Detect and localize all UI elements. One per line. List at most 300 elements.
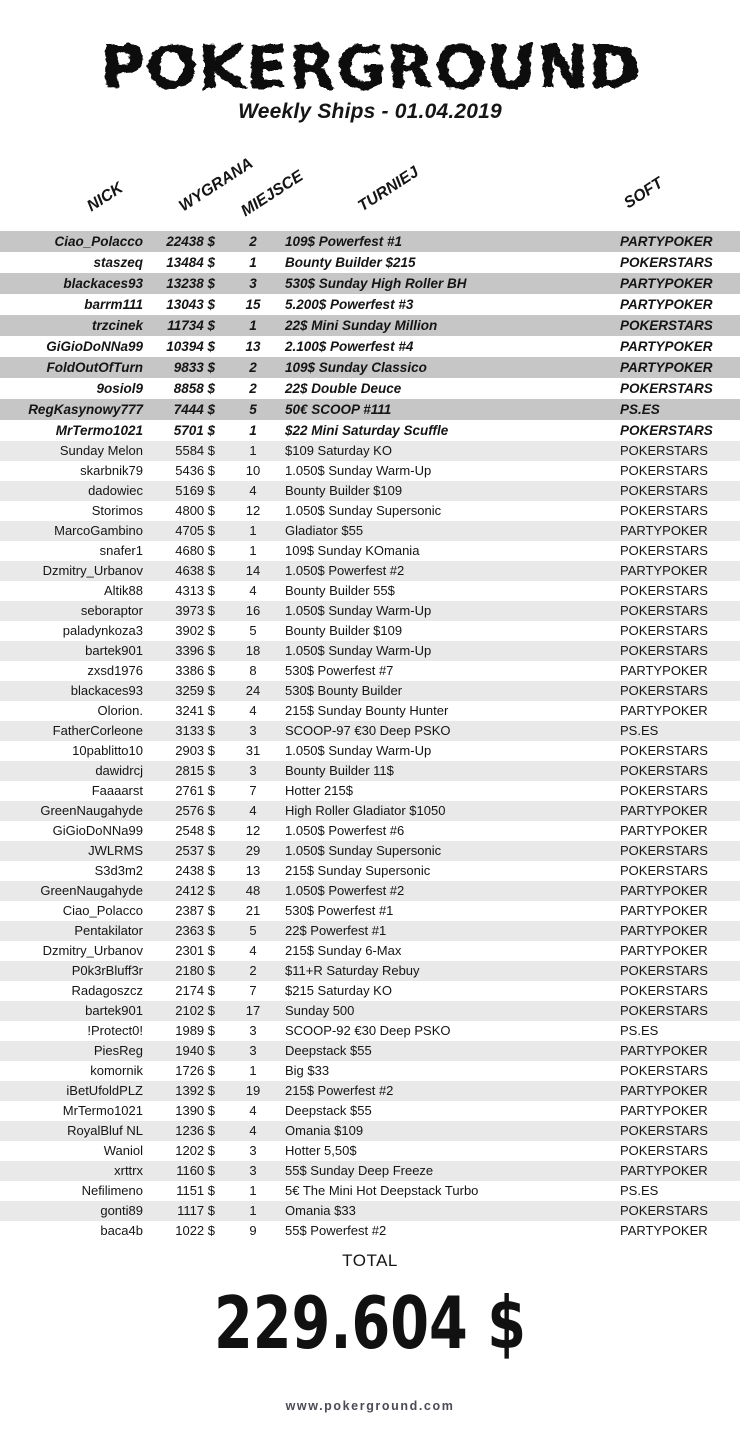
- cell-turniej: $109 Saturday KO: [285, 443, 392, 458]
- cell-wygrana: 10394 $: [166, 339, 215, 354]
- cell-wygrana: 1117 $: [177, 1203, 215, 1218]
- cell-soft: POKERSTARS: [620, 255, 713, 270]
- cell-wygrana: 2387 $: [175, 903, 215, 918]
- cell-wygrana: 3259 $: [175, 683, 215, 698]
- cell-miejsce: 15: [245, 297, 261, 312]
- table-row: [0, 621, 740, 641]
- cell-miejsce: 48: [245, 883, 261, 898]
- table-row: [0, 601, 740, 621]
- cell-miejsce: 5: [249, 402, 257, 417]
- cell-miejsce: 16: [245, 603, 261, 618]
- cell-nick: dawidrcj: [95, 763, 143, 778]
- cell-nick: snafer1: [99, 543, 143, 558]
- table-row: [0, 781, 740, 801]
- column-header-nick: NICK: [84, 179, 127, 216]
- cell-wygrana: 3902 $: [175, 623, 215, 638]
- cell-turniej: Bounty Builder $215: [285, 255, 416, 270]
- cell-turniej: 1.050$ Sunday Supersonic: [285, 503, 442, 518]
- cell-soft: PARTYPOKER: [620, 923, 708, 938]
- table-row: [0, 420, 740, 441]
- cell-miejsce: 4: [249, 703, 257, 718]
- table-row: [0, 681, 740, 701]
- cell-turniej: 22$ Mini Sunday Million: [285, 318, 438, 333]
- cell-miejsce: 4: [249, 583, 257, 598]
- cell-soft: PARTYPOKER: [620, 1163, 708, 1178]
- total-value-text: 229.604 $: [214, 1284, 526, 1364]
- cell-miejsce: 4: [249, 803, 257, 818]
- cell-miejsce: 12: [245, 503, 261, 518]
- cell-soft: POKERSTARS: [620, 743, 708, 758]
- table-row: [0, 921, 740, 941]
- cell-nick: Olorion.: [97, 703, 143, 718]
- table-row: [0, 1221, 740, 1241]
- cell-miejsce: 3: [249, 763, 257, 778]
- cell-soft: POKERSTARS: [620, 783, 708, 798]
- cell-miejsce: 24: [245, 683, 261, 698]
- cell-miejsce: 1: [249, 543, 257, 558]
- cell-soft: POKERSTARS: [620, 683, 708, 698]
- cell-turniej: 109$ Sunday KOmania: [285, 543, 420, 558]
- pokerground-logo: [90, 26, 650, 108]
- cell-miejsce: 2: [249, 234, 257, 249]
- cell-miejsce: 10: [245, 463, 261, 478]
- cell-nick: RoyalBluf NL: [67, 1123, 143, 1138]
- cell-soft: POKERSTARS: [620, 423, 713, 438]
- cell-miejsce: 4: [249, 943, 257, 958]
- column-header-soft: SOFT: [621, 174, 667, 213]
- cell-wygrana: 2903 $: [175, 743, 215, 758]
- cell-miejsce: 1: [249, 423, 257, 438]
- cell-miejsce: 1: [249, 255, 257, 270]
- cell-turniej: 5.200$ Powerfest #3: [285, 297, 414, 312]
- cell-miejsce: 1: [249, 1203, 257, 1218]
- cell-nick: 10pablitto10: [72, 743, 143, 758]
- cell-nick: GiGioDoNNa99: [46, 339, 143, 354]
- cell-wygrana: 2548 $: [175, 823, 215, 838]
- table-row: [0, 761, 740, 781]
- cell-soft: PARTYPOKER: [620, 823, 708, 838]
- cell-miejsce: 2: [249, 963, 257, 978]
- cell-nick: Waniol: [103, 1143, 143, 1158]
- cell-soft: PARTYPOKER: [620, 803, 708, 818]
- cell-nick: 9osiol9: [96, 381, 143, 396]
- cell-miejsce: 5: [249, 623, 257, 638]
- cell-nick: bartek901: [85, 1003, 143, 1018]
- cell-wygrana: 5584 $: [175, 443, 215, 458]
- table-row: [0, 961, 740, 981]
- cell-soft: POKERSTARS: [620, 763, 708, 778]
- table-row: [0, 1061, 740, 1081]
- cell-turniej: 215$ Sunday 6-Max: [285, 943, 402, 958]
- table-row: [0, 501, 740, 521]
- cell-wygrana: 8858 $: [173, 381, 215, 396]
- table-row: [0, 881, 740, 901]
- cell-wygrana: 1392 $: [175, 1083, 215, 1098]
- cell-miejsce: 13: [245, 863, 261, 878]
- cell-wygrana: 2363 $: [175, 923, 215, 938]
- cell-nick: S3d3m2: [94, 863, 143, 878]
- table-row: [0, 901, 740, 921]
- cell-wygrana: 1726 $: [175, 1063, 215, 1078]
- cell-wygrana: 22438 $: [166, 234, 215, 249]
- table-row: [0, 1021, 740, 1041]
- cell-nick: Dzmitry_Urbanov: [42, 943, 143, 958]
- cell-nick: paladynkoza3: [62, 623, 143, 638]
- table-row: [0, 801, 740, 821]
- cell-soft: POKERSTARS: [620, 1123, 708, 1138]
- cell-turniej: 1.050$ Powerfest #2: [285, 883, 405, 898]
- top-winners-section: [0, 231, 740, 441]
- cell-wygrana: 3973 $: [175, 603, 215, 618]
- standard-winners-section: [0, 441, 740, 1241]
- cell-turniej: 530$ Bounty Builder: [285, 683, 403, 698]
- table-row: [0, 399, 740, 420]
- cell-soft: POKERSTARS: [620, 963, 708, 978]
- table-row: [0, 541, 740, 561]
- cell-miejsce: 3: [249, 1043, 257, 1058]
- cell-miejsce: 1: [249, 523, 257, 538]
- cell-nick: Pentakilator: [74, 923, 143, 938]
- cell-nick: skarbnik79: [80, 463, 143, 478]
- cell-nick: Dzmitry_Urbanov: [42, 563, 143, 578]
- cell-wygrana: 1989 $: [175, 1023, 215, 1038]
- cell-turniej: Gladiator $55: [285, 523, 364, 538]
- cell-wygrana: 1202 $: [175, 1143, 215, 1158]
- table-row: [0, 1181, 740, 1201]
- cell-nick: GiGioDoNNa99: [52, 823, 143, 838]
- cell-miejsce: 31: [245, 743, 261, 758]
- cell-turniej: 109$ Sunday Classico: [285, 360, 427, 375]
- cell-soft: PARTYPOKER: [620, 297, 713, 312]
- table-row: [0, 741, 740, 761]
- cell-turniej: 1.050$ Powerfest #2: [285, 563, 405, 578]
- cell-miejsce: 2: [249, 360, 257, 375]
- cell-soft: POKERSTARS: [620, 1063, 708, 1078]
- cell-nick: P0k3rBluff3r: [71, 963, 143, 978]
- cell-nick: FatherCorleone: [52, 723, 143, 738]
- cell-turniej: $11+R Saturday Rebuy: [285, 963, 420, 978]
- table-row: [0, 861, 740, 881]
- table-row: [0, 641, 740, 661]
- cell-nick: blackaces93: [63, 276, 143, 291]
- cell-nick: Storimos: [91, 503, 143, 518]
- cell-soft: PARTYPOKER: [620, 1043, 708, 1058]
- cell-soft: POKERSTARS: [620, 543, 708, 558]
- cell-wygrana: 5436 $: [175, 463, 215, 478]
- table-row: [0, 231, 740, 252]
- cell-wygrana: 4705 $: [175, 523, 215, 538]
- cell-turniej: Hotter 215$: [285, 783, 353, 798]
- table-row: [0, 273, 740, 294]
- cell-wygrana: 2102 $: [175, 1003, 215, 1018]
- cell-miejsce: 3: [249, 723, 257, 738]
- cell-nick: RegKasynowy777: [28, 402, 143, 417]
- cell-turniej: 1.050$ Powerfest #6: [285, 823, 405, 838]
- cell-wygrana: 1390 $: [175, 1103, 215, 1118]
- cell-turniej: 22$ Powerfest #1: [285, 923, 387, 938]
- cell-soft: PS.ES: [620, 402, 660, 417]
- cell-miejsce: 3: [249, 1143, 257, 1158]
- cell-wygrana: 9833 $: [173, 360, 215, 375]
- cell-soft: POKERSTARS: [620, 603, 708, 618]
- cell-wygrana: 13238 $: [166, 276, 215, 291]
- cell-wygrana: 2174 $: [175, 983, 215, 998]
- cell-nick: dadowiec: [88, 483, 143, 498]
- table-row: [0, 581, 740, 601]
- cell-soft: PARTYPOKER: [620, 360, 713, 375]
- table-row: [0, 1001, 740, 1021]
- cell-nick: bartek901: [85, 643, 143, 658]
- cell-turniej: Bounty Builder 11$: [285, 763, 394, 778]
- cell-miejsce: 1: [249, 443, 257, 458]
- cell-soft: POKERSTARS: [620, 1003, 708, 1018]
- cell-miejsce: 3: [249, 1163, 257, 1178]
- cell-turniej: Deepstack $55: [285, 1043, 372, 1058]
- cell-miejsce: 29: [245, 843, 261, 858]
- cell-turniej: 530$ Powerfest #1: [285, 903, 394, 918]
- cell-soft: PARTYPOKER: [620, 663, 708, 678]
- logo-text: POKERGROUND: [100, 33, 640, 103]
- cell-soft: PARTYPOKER: [620, 1103, 708, 1118]
- table-row: [0, 357, 740, 378]
- cell-nick: MrTermo1021: [55, 423, 143, 438]
- cell-nick: MrTermo1021: [62, 1103, 143, 1118]
- cell-miejsce: 13: [245, 339, 261, 354]
- cell-soft: PARTYPOKER: [620, 883, 708, 898]
- table-row: [0, 461, 740, 481]
- table-row: [0, 1201, 740, 1221]
- cell-turniej: 109$ Powerfest #1: [285, 234, 403, 249]
- table-row: [0, 336, 740, 357]
- cell-wygrana: 3133 $: [175, 723, 215, 738]
- cell-turniej: SCOOP-92 €30 Deep PSKO: [285, 1023, 451, 1038]
- cell-wygrana: 2180 $: [175, 963, 215, 978]
- cell-turniej: 1.050$ Sunday Warm-Up: [285, 643, 432, 658]
- cell-miejsce: 1: [249, 318, 257, 333]
- table-row: [0, 661, 740, 681]
- cell-soft: PARTYPOKER: [620, 903, 708, 918]
- cell-turniej: Bounty Builder 55$: [285, 583, 395, 598]
- total-value: [0, 1284, 740, 1364]
- cell-nick: FoldOutOfTurn: [46, 360, 143, 375]
- cell-soft: POKERSTARS: [620, 983, 708, 998]
- cell-nick: Ciao_Polacco: [54, 234, 143, 249]
- cell-turniej: 5€ The Mini Hot Deepstack Turbo: [285, 1183, 479, 1198]
- cell-turniej: 1.050$ Sunday Warm-Up: [285, 463, 432, 478]
- cell-wygrana: 7444 $: [173, 402, 215, 417]
- cell-miejsce: 14: [245, 563, 261, 578]
- cell-miejsce: 19: [245, 1083, 261, 1098]
- cell-soft: POKERSTARS: [620, 643, 708, 658]
- table-row: [0, 821, 740, 841]
- cell-wygrana: 4638 $: [175, 563, 215, 578]
- table-row: [0, 252, 740, 273]
- cell-turniej: 215$ Powerfest #2: [285, 1083, 394, 1098]
- table-row: [0, 1081, 740, 1101]
- cell-wygrana: 1022 $: [175, 1223, 215, 1238]
- cell-nick: Nefilimeno: [81, 1183, 143, 1198]
- cell-wygrana: 2576 $: [175, 803, 215, 818]
- cell-nick: komornik: [90, 1063, 143, 1078]
- cell-turniej: Omania $109: [285, 1123, 364, 1138]
- table-row: [0, 1121, 740, 1141]
- cell-turniej: 1.050$ Sunday Warm-Up: [285, 603, 432, 618]
- cell-miejsce: 17: [245, 1003, 261, 1018]
- cell-wygrana: 2761 $: [175, 783, 215, 798]
- total-label: TOTAL: [342, 1251, 398, 1270]
- table-row: [0, 521, 740, 541]
- cell-turniej: 215$ Sunday Bounty Hunter: [285, 703, 449, 718]
- website-url: www.pokerground.com: [285, 1399, 455, 1413]
- cell-miejsce: 8: [249, 663, 257, 678]
- cell-wygrana: 3396 $: [175, 643, 215, 658]
- cell-miejsce: 3: [249, 276, 257, 291]
- cell-turniej: Deepstack $55: [285, 1103, 372, 1118]
- cell-soft: POKERSTARS: [620, 503, 708, 518]
- cell-turniej: 2.100$ Powerfest #4: [285, 339, 414, 354]
- cell-wygrana: 2537 $: [175, 843, 215, 858]
- cell-wygrana: 4800 $: [175, 503, 215, 518]
- cell-miejsce: 2: [249, 381, 257, 396]
- cell-turniej: Bounty Builder $109: [285, 483, 403, 498]
- column-header-wygrana: WYGRANA: [176, 154, 257, 216]
- cell-miejsce: 5: [249, 923, 257, 938]
- cell-turniej: 215$ Sunday Supersonic: [285, 863, 431, 878]
- cell-wygrana: 5169 $: [175, 483, 215, 498]
- cell-turniej: 55$ Powerfest #2: [285, 1223, 387, 1238]
- table-row: [0, 1141, 740, 1161]
- cell-turniej: Hotter 5,50$: [285, 1143, 357, 1158]
- cell-nick: Ciao_Polacco: [62, 903, 143, 918]
- cell-nick: zxsd1976: [87, 663, 143, 678]
- column-header-miejsce: MIEJSCE: [238, 167, 307, 221]
- cell-soft: PS.ES: [620, 723, 659, 738]
- cell-soft: PARTYPOKER: [620, 703, 708, 718]
- cell-miejsce: 12: [245, 823, 261, 838]
- cell-miejsce: 1: [249, 1063, 257, 1078]
- table-row: [0, 841, 740, 861]
- cell-soft: PS.ES: [620, 1023, 659, 1038]
- cell-turniej: Omania $33: [285, 1203, 356, 1218]
- cell-nick: trzcinek: [91, 318, 143, 333]
- cell-turniej: 1.050$ Sunday Supersonic: [285, 843, 442, 858]
- table-row: [0, 294, 740, 315]
- cell-turniej: Sunday 500: [285, 1003, 355, 1018]
- cell-nick: Sunday Melon: [59, 443, 143, 458]
- cell-wygrana: 4313 $: [175, 583, 215, 598]
- cell-miejsce: 3: [249, 1023, 257, 1038]
- cell-turniej: 55$ Sunday Deep Freeze: [285, 1163, 434, 1178]
- cell-soft: POKERSTARS: [620, 863, 708, 878]
- cell-nick: Faaaarst: [91, 783, 143, 798]
- cell-soft: PARTYPOKER: [620, 943, 708, 958]
- table-row: [0, 701, 740, 721]
- cell-wygrana: 13484 $: [166, 255, 215, 270]
- cell-nick: staszeq: [93, 255, 143, 270]
- table-row: [0, 941, 740, 961]
- cell-soft: POKERSTARS: [620, 443, 708, 458]
- cell-soft: PARTYPOKER: [620, 234, 713, 249]
- cell-soft: POKERSTARS: [620, 1203, 708, 1218]
- cell-miejsce: 4: [249, 483, 257, 498]
- cell-soft: POKERSTARS: [620, 583, 708, 598]
- cell-soft: PARTYPOKER: [620, 523, 708, 538]
- column-header-turniej: TURNIEJ: [355, 163, 422, 216]
- cell-turniej: Bounty Builder $109: [285, 623, 403, 638]
- cell-wygrana: 2301 $: [175, 943, 215, 958]
- cell-miejsce: 4: [249, 1123, 257, 1138]
- cell-soft: PS.ES: [620, 1183, 659, 1198]
- cell-turniej: $22 Mini Saturday Scuffle: [285, 423, 449, 438]
- cell-nick: JWLRMS: [88, 843, 143, 858]
- cell-miejsce: 18: [245, 643, 261, 658]
- cell-nick: seboraptor: [80, 603, 143, 618]
- cell-wygrana: 11734 $: [167, 318, 215, 333]
- table-row: [0, 378, 740, 399]
- cell-nick: PiesReg: [93, 1043, 143, 1058]
- cell-nick: iBetUfoldPLZ: [66, 1083, 143, 1098]
- cell-nick: baca4b: [100, 1223, 143, 1238]
- cell-wygrana: 3241 $: [175, 703, 215, 718]
- cell-turniej: SCOOP-97 €30 Deep PSKO: [285, 723, 451, 738]
- cell-nick: Altik88: [103, 583, 143, 598]
- cell-soft: POKERSTARS: [620, 843, 708, 858]
- table-row: [0, 481, 740, 501]
- cell-wygrana: 2815 $: [175, 763, 215, 778]
- table-row: [0, 981, 740, 1001]
- cell-miejsce: 7: [249, 783, 257, 798]
- subtitle: Weekly Ships - 01.04.2019: [238, 100, 502, 123]
- cell-soft: POKERSTARS: [620, 1143, 708, 1158]
- cell-miejsce: 7: [249, 983, 257, 998]
- cell-soft: POKERSTARS: [620, 623, 708, 638]
- table-row: [0, 1101, 740, 1121]
- cell-wygrana: 5701 $: [173, 423, 215, 438]
- table-row: [0, 721, 740, 741]
- cell-turniej: 530$ Powerfest #7: [285, 663, 394, 678]
- cell-nick: blackaces93: [70, 683, 143, 698]
- cell-nick: barrm111: [84, 297, 143, 312]
- cell-miejsce: 4: [249, 1103, 257, 1118]
- cell-soft: POKERSTARS: [620, 318, 713, 333]
- cell-soft: PARTYPOKER: [620, 1223, 708, 1238]
- cell-soft: PARTYPOKER: [620, 563, 708, 578]
- cell-nick: MarcoGambino: [54, 523, 143, 538]
- cell-turniej: 22$ Double Deuce: [285, 381, 402, 396]
- cell-miejsce: 21: [245, 903, 261, 918]
- cell-wygrana: 3386 $: [175, 663, 215, 678]
- cell-soft: PARTYPOKER: [620, 339, 713, 354]
- cell-wygrana: 1236 $: [175, 1123, 215, 1138]
- cell-turniej: Big $33: [285, 1063, 330, 1078]
- cell-nick: Radagoszcz: [71, 983, 143, 998]
- cell-turniej: 530$ Sunday High Roller BH: [285, 276, 467, 291]
- cell-nick: !Protect0!: [87, 1023, 143, 1038]
- cell-turniej: 1.050$ Sunday Warm-Up: [285, 743, 432, 758]
- cell-nick: gonti89: [100, 1203, 143, 1218]
- cell-soft: POKERSTARS: [620, 381, 713, 396]
- cell-turniej: High Roller Gladiator $1050: [285, 803, 446, 818]
- cell-wygrana: 13043 $: [166, 297, 215, 312]
- cell-wygrana: 4680 $: [175, 543, 215, 558]
- table-row: [0, 441, 740, 461]
- table-row: [0, 1161, 740, 1181]
- cell-nick: GreenNaugahyde: [40, 883, 143, 898]
- cell-wygrana: 2412 $: [175, 883, 215, 898]
- cell-soft: PARTYPOKER: [620, 276, 713, 291]
- cell-soft: POKERSTARS: [620, 463, 708, 478]
- cell-turniej: 50€ SCOOP #111: [285, 402, 392, 417]
